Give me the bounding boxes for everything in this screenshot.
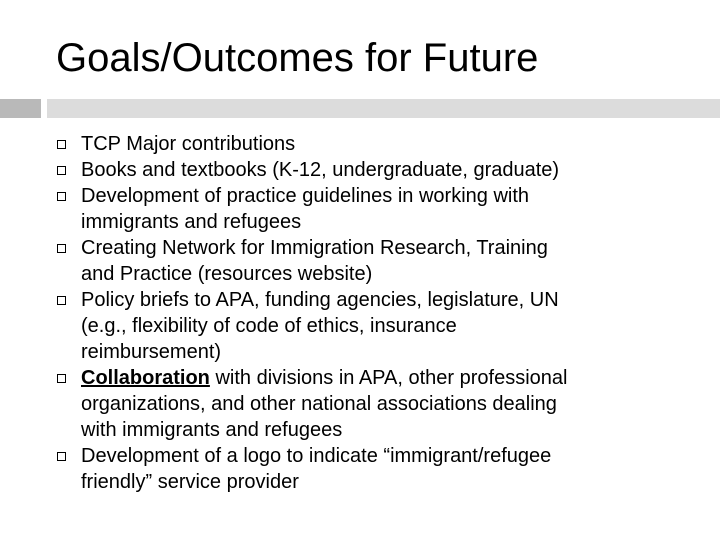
bullet-text-line: and Practice (resources website) <box>81 263 373 285</box>
hollow-square-bullet-icon <box>57 296 66 305</box>
bullet-logo <box>0 443 720 495</box>
bullet-text-line: organizations, and other national associations dealing <box>81 393 557 415</box>
bullet-text-line: Creating Network for Immigration Research, Training <box>81 237 548 259</box>
bullet-text-line: (e.g., flexibility of code of ethics, insurance <box>81 315 457 337</box>
hollow-square-bullet-icon <box>57 244 66 253</box>
bullet-network <box>0 235 720 287</box>
title-divider-bar <box>47 99 720 118</box>
hollow-square-bullet-icon <box>57 374 66 383</box>
bullet-text-line: reimbursement) <box>81 341 222 363</box>
bullet-tcp-contributions <box>0 131 720 157</box>
bullet-practice-guidelines <box>0 183 720 235</box>
hollow-square-bullet-icon <box>57 452 66 461</box>
bullet-text-line: Policy briefs to APA, funding agencies, legislature, UN <box>81 289 559 311</box>
bullet-text-line: immigrants and refugees <box>81 211 302 233</box>
slide-title: Goals/Outcomes for Future <box>56 36 539 80</box>
hollow-square-bullet-icon <box>57 192 66 201</box>
bullet-list <box>0 131 720 495</box>
hollow-square-bullet-icon <box>57 166 66 175</box>
bullet-text-line: with immigrants and refugees <box>81 419 343 441</box>
bullet-text-line: TCP Major contributions <box>81 133 296 155</box>
bullet-text-line: Books and textbooks (K-12, undergraduate, graduate) <box>81 159 560 181</box>
collaboration-emphasis: Collaboration <box>81 367 210 389</box>
bullet-policy-briefs <box>0 287 720 365</box>
bullet-books-textbooks <box>0 157 720 183</box>
bullet-collaboration <box>0 365 720 443</box>
bullet-text-line <box>81 365 712 391</box>
hollow-square-bullet-icon <box>57 140 66 149</box>
bullet-text-line: friendly” service provider <box>81 471 299 493</box>
bullet-text-line: Development of a logo to indicate “immigrant/refugee <box>81 445 552 467</box>
bullet-text-line: Development of practice guidelines in working with <box>81 185 530 207</box>
bullet-text-rest: with divisions in APA, other professional <box>209 367 568 389</box>
title-divider-accent <box>0 99 41 118</box>
